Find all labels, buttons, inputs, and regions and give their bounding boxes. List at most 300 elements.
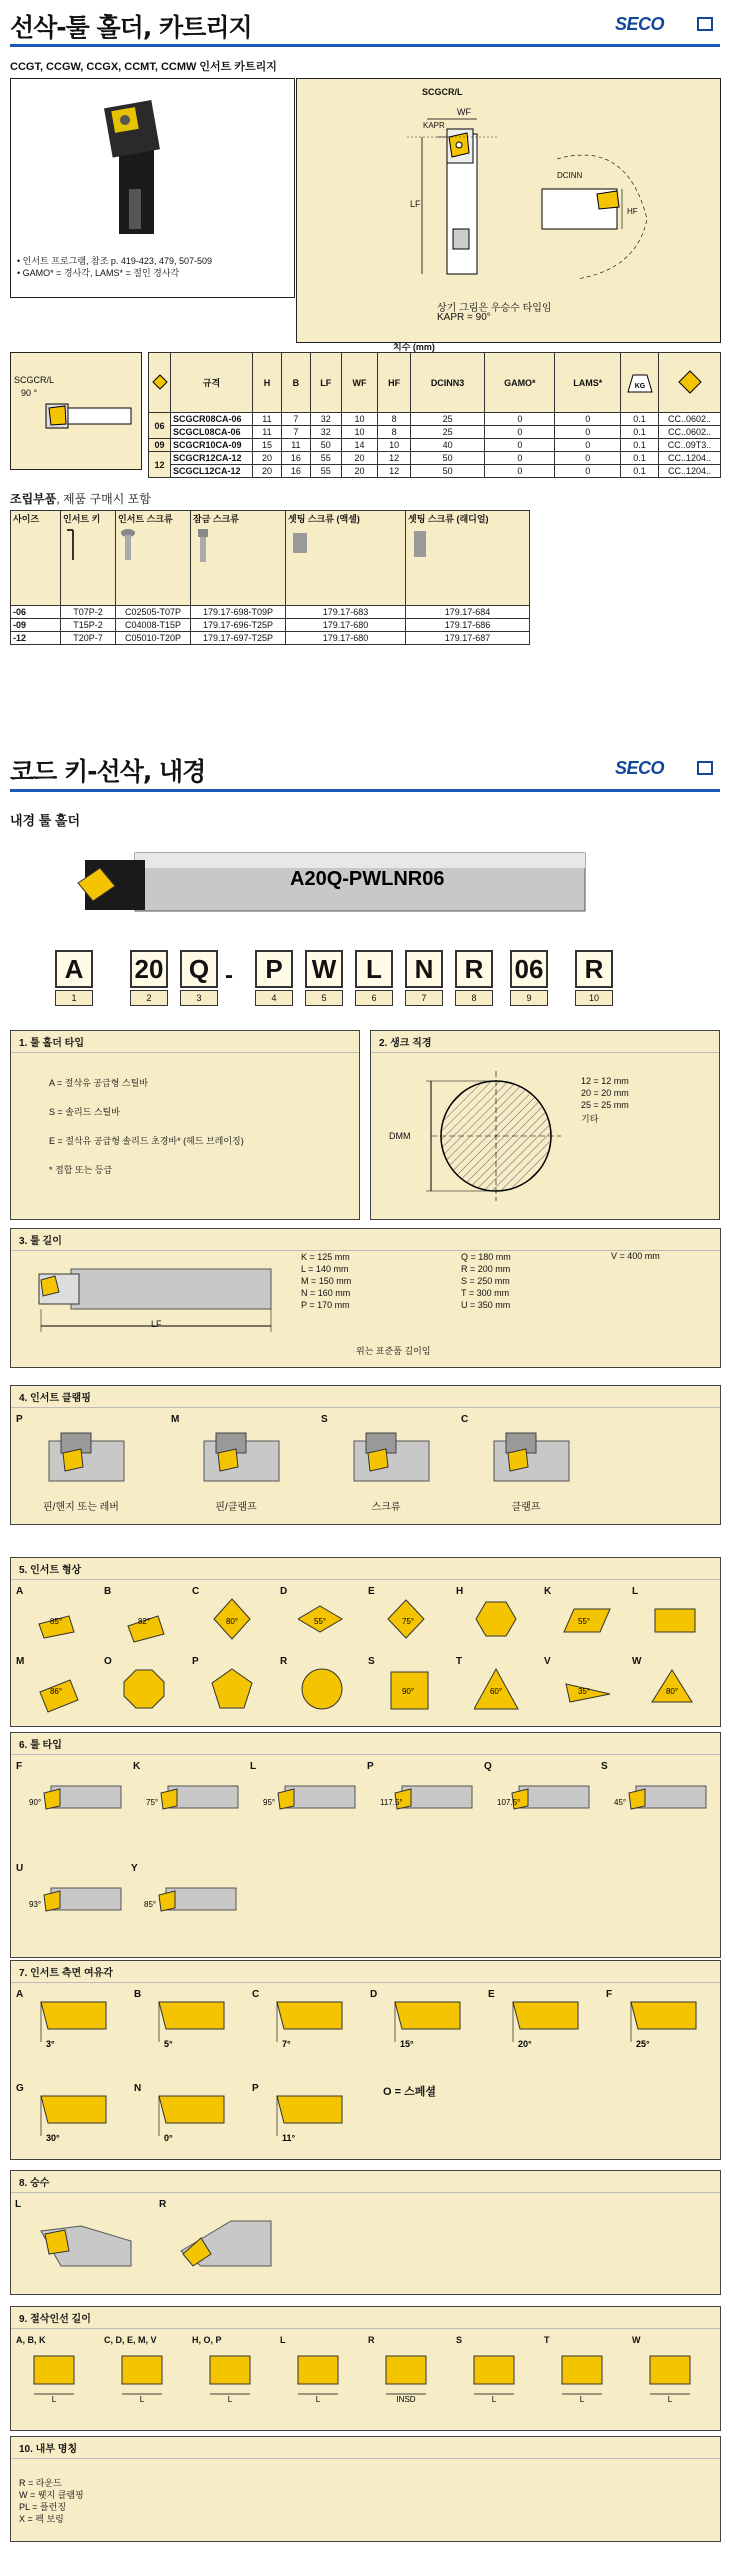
- spec-cell: 15: [253, 439, 282, 452]
- spec-row: [149, 426, 721, 439]
- code-box: N: [405, 950, 443, 988]
- length-item: L = 140 mm: [301, 1264, 349, 1274]
- setting-screw-axial-icon: [288, 525, 312, 565]
- col-code: 규격: [171, 353, 253, 413]
- left-hand-icon: [31, 2206, 141, 2276]
- spec-cell: 0: [485, 413, 555, 426]
- tool-type-icon: [26, 1771, 126, 1826]
- code-dash: -: [225, 962, 233, 989]
- edge-key: L: [280, 2335, 286, 2345]
- length-item: N = 160 mm: [301, 1288, 351, 1298]
- code-box-number: 8: [455, 990, 493, 1006]
- edge-length-icon: [26, 2352, 86, 2407]
- note-gamo: • GAMO* = 경사각, LAMS* = 절인 경사각: [17, 268, 180, 278]
- tool-type-key: Q: [484, 1761, 492, 1772]
- note-insert-program: • 인서트 프로그램, 참조 p. 419-423, 479, 507-509: [17, 256, 212, 266]
- col-h: H: [253, 353, 282, 413]
- cartridge-small-icon: [41, 398, 141, 448]
- edge-dim-label: L: [579, 2395, 585, 2404]
- spec-cell: 0: [555, 426, 621, 439]
- length-item: S = 250 mm: [461, 1276, 510, 1286]
- parts-col-key-label: 인서트 키: [63, 514, 101, 524]
- lf-dim-label: LF: [151, 1319, 162, 1329]
- parts-title: 조립부품: [10, 492, 57, 506]
- parts-cell: -09: [11, 619, 61, 632]
- clearance-angle: 30°: [46, 2133, 60, 2143]
- shape-angle: 82°: [137, 1617, 151, 1626]
- shape-key: C: [192, 1586, 200, 1597]
- clearance-icon: [626, 1997, 706, 2052]
- spec-cell: CC..1204..: [659, 465, 721, 478]
- s2-line-2: 20 = 20 mm: [581, 1088, 629, 1098]
- divider-2: [10, 789, 720, 792]
- code-box: L: [355, 950, 393, 988]
- edge-dim-label: L: [139, 2395, 145, 2404]
- spec-cell: 0: [555, 439, 621, 452]
- parts-cell: 179.17-680: [286, 632, 406, 645]
- spec-cell: 20: [341, 452, 378, 465]
- spec-cell: 32: [310, 426, 341, 439]
- spec-row: [149, 452, 721, 465]
- parts-cell: -06: [11, 606, 61, 619]
- length-item: R = 200 mm: [461, 1264, 511, 1274]
- s10-line-1: R = 라운드: [19, 2478, 62, 2488]
- spec-code: SCGCL08CA-06: [171, 426, 253, 439]
- tool-type-icon: [141, 1873, 241, 1928]
- parts-cell: -12: [11, 632, 61, 645]
- weight-icon: [627, 371, 653, 393]
- spec-cell: CC..0602..: [659, 426, 721, 439]
- tool-type-key: U: [16, 1863, 24, 1874]
- spec-code: SCGCR10CA-09: [171, 439, 253, 452]
- tool-angle: 85°: [144, 1900, 157, 1909]
- shape-key: S: [368, 1656, 375, 1667]
- parts-row: [11, 632, 530, 645]
- spec-cell: 12: [378, 465, 411, 478]
- internal-holder-title: 내경 툴 홀더: [10, 813, 81, 828]
- insert-shape-icon: [650, 1664, 705, 1714]
- clearance-angle: 25°: [636, 2039, 650, 2049]
- insert-diamond-icon: [678, 370, 702, 394]
- parts-cell: C02505-T07P: [116, 606, 191, 619]
- shape-angle: 80°: [665, 1687, 679, 1696]
- tool-type-key: P: [367, 1761, 374, 1772]
- parts-cell: 179.17-697-T25P: [191, 632, 286, 645]
- spec-table: [148, 352, 721, 478]
- tool-type-icon: [260, 1771, 360, 1826]
- shape-key: R: [280, 1656, 288, 1667]
- code-box-number: 4: [255, 990, 293, 1006]
- spec-cell: 10: [378, 439, 411, 452]
- spec-cell: 20: [253, 465, 282, 478]
- length-item: K = 125 mm: [301, 1252, 350, 1262]
- spec-cell: 8: [378, 413, 411, 426]
- parts-cell: T20P-7: [61, 632, 116, 645]
- tool-angle: 45°: [614, 1798, 627, 1807]
- col-hf: HF: [378, 353, 411, 413]
- tool-type-key: Y: [131, 1863, 138, 1874]
- s10-line-3: PL = 플런징: [19, 2502, 67, 2512]
- parts-col-insert-screw-label: 인서트 스크류: [118, 514, 173, 524]
- clearance-icon: [390, 1997, 470, 2052]
- clearance-icon: [154, 1997, 234, 2052]
- spec-cell: 14: [341, 439, 378, 452]
- clearance-key: B: [134, 1989, 142, 2000]
- screw-icon: [118, 525, 138, 565]
- dims-title: 치수 (mm): [393, 342, 435, 352]
- subtitle: CCGT, CCGW, CCGX, CCMT, CCMW 인서트 카트리지: [10, 61, 277, 73]
- hf-label: HF: [627, 207, 638, 216]
- insert-shape-icon: [210, 1594, 265, 1644]
- s2-title: 2. 생크 직경: [371, 1031, 719, 1053]
- length-col-1: [301, 1251, 351, 1311]
- shape-key: P: [192, 1656, 199, 1667]
- spec-cell: 16: [281, 452, 310, 465]
- spec-group: 06: [149, 413, 171, 439]
- shape-key: M: [16, 1656, 25, 1667]
- tool-type-key: L: [250, 1761, 257, 1772]
- parts-col-insert-screw: [116, 511, 191, 606]
- edge-dim-label: L: [227, 2395, 233, 2404]
- col-dcinn: DCINN3: [410, 353, 484, 413]
- s1-line-2: S = 솔리드 스틸바: [49, 1107, 120, 1117]
- clamp-key: M: [171, 1414, 180, 1425]
- shape-angle: 35°: [577, 1687, 591, 1696]
- clearance-key: A: [16, 1989, 24, 2000]
- clearance-angle: 5°: [164, 2039, 173, 2049]
- s8-title: 8. 승수: [11, 2171, 720, 2193]
- spec-cell: 0.1: [621, 452, 659, 465]
- product-photo-box: [10, 78, 295, 298]
- spec-cell: 0: [555, 452, 621, 465]
- right-hand-icon: [171, 2206, 281, 2276]
- clamp-caption: 스크류: [371, 1502, 401, 1513]
- s3-title: 3. 툴 길이: [11, 1229, 720, 1251]
- shape-key: E: [368, 1586, 375, 1597]
- insert-shape-icon: [210, 1664, 265, 1714]
- shape-key: O: [104, 1656, 112, 1667]
- col-weight: [621, 353, 659, 413]
- spec-cell: 8: [378, 426, 411, 439]
- code-box-number: 6: [355, 990, 393, 1006]
- code-box: P: [255, 950, 293, 988]
- spec-cell: 7: [281, 426, 310, 439]
- shape-angle: 75°: [401, 1617, 415, 1626]
- clearance-angle: 15°: [400, 2039, 414, 2049]
- section-holder-type: [10, 1030, 360, 1220]
- col-wf: WF: [341, 353, 378, 413]
- spec-row: [149, 413, 721, 426]
- s7-title: 7. 인서트 측면 여유각: [11, 1961, 720, 1983]
- spec-icon-cell: [149, 353, 171, 413]
- note-2: GAMO* = 경사각, LAMS* = 절인 경사각: [22, 268, 180, 278]
- insert-shape-icon: [122, 1594, 177, 1644]
- spec-cell: 25: [410, 413, 484, 426]
- clamp-caption: 클램프: [511, 1502, 541, 1513]
- edge-dim-label: L: [51, 2395, 57, 2404]
- tool-angle: 107.5°: [497, 1798, 521, 1807]
- parts-col-size: 사이즈: [11, 511, 61, 606]
- bar-code-label: A20Q-PWLNR06: [290, 868, 445, 890]
- s2-line-4: 기타: [581, 1114, 599, 1124]
- shape-angle: 55°: [577, 1617, 591, 1626]
- spec-cell: 40: [410, 439, 484, 452]
- section-tool-type: [10, 1732, 721, 1958]
- tool-type-icon: [377, 1771, 477, 1826]
- edge-dim-label: L: [491, 2395, 497, 2404]
- edge-length-icon: [202, 2352, 262, 2407]
- parts-col-lock-screw: [191, 511, 286, 606]
- clamp-caption: 핀/핸지 또는 레버: [43, 1502, 119, 1513]
- lf-label: LF: [410, 199, 421, 209]
- spec-cell: 55: [310, 465, 341, 478]
- spec-cell: 0.1: [621, 465, 659, 478]
- clamp-key: C: [461, 1414, 469, 1425]
- insert-shape-icon: [298, 1664, 353, 1714]
- parts-col-setting-radial-label: 셋팅 스크류 (래디얼): [408, 514, 489, 524]
- length-item: Q = 180 mm: [461, 1252, 511, 1262]
- tool-type-key: S: [601, 1761, 608, 1772]
- parts-col-lock-screw-label: 잠금 스크류: [193, 514, 239, 524]
- insert-shape-icon: [650, 1594, 705, 1644]
- kapr-label: KAPR: [423, 121, 445, 130]
- shape-angle: 86°: [49, 1687, 63, 1696]
- spec-cell: 32: [310, 413, 341, 426]
- code-box: A: [55, 950, 93, 988]
- spec-cell: 50: [410, 452, 484, 465]
- parts-subtitle: , 제품 구매시 포함: [56, 492, 151, 506]
- shape-key: B: [104, 1586, 112, 1597]
- clamp-type-icon: [196, 1431, 286, 1491]
- code-box: 06: [510, 950, 548, 988]
- clearance-key: F: [606, 1989, 613, 2000]
- kg-text: KG: [634, 382, 645, 390]
- wf-label: WF: [457, 107, 471, 117]
- clearance-icon: [36, 1997, 116, 2052]
- edge-length-icon: [554, 2352, 614, 2407]
- shank-circle-icon: [401, 1061, 561, 1211]
- dcinn-label: DCINN: [557, 171, 583, 180]
- spec-cell: 11: [253, 426, 282, 439]
- s10-line-4: X = 펙 보링: [19, 2514, 64, 2524]
- section-internal-name: [10, 2436, 721, 2542]
- clamp-caption: 핀/클램프: [215, 1502, 257, 1513]
- code-box-number: 3: [180, 990, 218, 1006]
- code-box-number: 1: [55, 990, 93, 1006]
- clearance-key: D: [370, 1989, 378, 2000]
- edge-key: T: [544, 2335, 550, 2345]
- spec-cell: 0: [485, 426, 555, 439]
- s9-title: 9. 절삭인선 길이: [11, 2307, 720, 2329]
- dmm-label: DMM: [389, 1131, 411, 1141]
- length-note: 위는 표준품 길이임: [356, 1346, 431, 1356]
- section-edge-length: [10, 2306, 721, 2431]
- spec-cell: CC..0602..: [659, 413, 721, 426]
- insert-shape-icon: [474, 1664, 529, 1714]
- col-insert: [659, 353, 721, 413]
- tool-type-icon: [143, 1771, 243, 1826]
- clearance-angle: 0°: [164, 2133, 173, 2143]
- clearance-icon: [508, 1997, 588, 2052]
- s2-line-1: 12 = 12 mm: [581, 1076, 629, 1086]
- spec-cell: 0: [485, 439, 555, 452]
- edge-key: A, B, K: [16, 2335, 46, 2345]
- clearance-icon: [272, 1997, 352, 2052]
- spec-side-panel: [10, 352, 142, 470]
- code-box-number: 10: [575, 990, 613, 1006]
- tool-angle: 117.5°: [380, 1798, 403, 1807]
- clearance-key: C: [252, 1989, 260, 2000]
- code-box-number: 7: [405, 990, 443, 1006]
- section-hand: [10, 2170, 721, 2295]
- spec-cell: 10: [341, 413, 378, 426]
- length-col-3: V = 400 mm: [611, 1251, 660, 1261]
- section-insert-shape: [10, 1557, 721, 1727]
- section-tool-length: [10, 1228, 721, 1368]
- shape-key: L: [632, 1586, 639, 1597]
- spec-group: 12: [149, 452, 171, 478]
- section-clamping: [10, 1385, 721, 1525]
- spec-cell: 20: [253, 452, 282, 465]
- spec-row: [149, 465, 721, 478]
- spec-cell: 25: [410, 426, 484, 439]
- spec-cell: 11: [281, 439, 310, 452]
- special-label: O = 스페셜: [383, 2086, 436, 2098]
- setting-screw-radial-icon: [408, 525, 432, 565]
- parts-cell: T15P-2: [61, 619, 116, 632]
- edge-length-icon: [114, 2352, 174, 2407]
- spec-side-angle: 90 °: [21, 388, 38, 398]
- s10-line-2: W = 웻지 클램핑: [19, 2490, 84, 2500]
- tool-type-icon: [26, 1873, 126, 1928]
- insert-shape-icon: [298, 1594, 353, 1644]
- brand-logo-2: SECO: [615, 758, 665, 778]
- insert-shape-icon: [34, 1594, 89, 1644]
- parts-cell: 179.17-687: [406, 632, 530, 645]
- spec-cell: 0: [555, 413, 621, 426]
- kapr-caption: KAPR = 90°: [437, 312, 491, 323]
- divider: [10, 44, 720, 47]
- s6-title: 6. 툴 타입: [11, 1733, 720, 1755]
- parts-heading: [10, 490, 151, 507]
- spec-code: SCGCR12CA-12: [171, 452, 253, 465]
- parts-table: [10, 510, 530, 645]
- dimension-diagram-panel: [296, 78, 721, 343]
- shape-key: D: [280, 1586, 288, 1597]
- spec-cell: 0.1: [621, 426, 659, 439]
- spec-side-label: SCGCR/L: [14, 375, 55, 385]
- clearance-angle: 11°: [282, 2133, 296, 2143]
- s1-title: 1. 툴 홀더 타입: [11, 1031, 359, 1053]
- shape-key: W: [632, 1656, 642, 1667]
- spec-cell: 50: [310, 439, 341, 452]
- edge-length-icon: [378, 2352, 438, 2407]
- insert-shape-icon: [152, 374, 168, 390]
- shape-key: T: [456, 1656, 463, 1667]
- tool-type-key: F: [16, 1761, 23, 1772]
- internal-name-list: [19, 2477, 84, 2525]
- code-box-number: 2: [130, 990, 168, 1006]
- length-item: P = 170 mm: [301, 1300, 350, 1310]
- insert-shape-icon: [386, 1594, 441, 1644]
- shape-key: A: [16, 1586, 24, 1597]
- clamp-key: S: [321, 1414, 328, 1425]
- spec-cell: 10: [341, 426, 378, 439]
- clearance-key: N: [134, 2083, 142, 2094]
- diagram-label: SCGCR/L: [422, 87, 463, 97]
- clearance-angle: 7°: [282, 2039, 291, 2049]
- insert-shape-icon: [386, 1664, 441, 1714]
- spec-cell: 11: [253, 413, 282, 426]
- spec-cell: CC..09T3..: [659, 439, 721, 452]
- s1-line-3: E = 절삭유 공급형 솔리드 초경바* (헤드 브레이징): [49, 1136, 244, 1146]
- shape-key: K: [544, 1586, 552, 1597]
- tool-angle: 75°: [146, 1798, 159, 1807]
- spec-table-wrap: [148, 342, 721, 478]
- length-item: M = 150 mm: [301, 1276, 352, 1286]
- col-lams: LAMS*: [555, 353, 621, 413]
- clearance-angle: 20°: [518, 2039, 532, 2049]
- parts-col-setting-radial: [406, 511, 530, 606]
- lock-screw-icon: [193, 525, 213, 565]
- insert-shape-icon: [34, 1664, 89, 1714]
- shape-angle: 85°: [49, 1617, 63, 1626]
- col-gamo: GAMO*: [485, 353, 555, 413]
- parts-cell: T07P-2: [61, 606, 116, 619]
- insert-shape-icon: [562, 1594, 617, 1644]
- clearance-icon: [36, 2091, 116, 2146]
- parts-row: [11, 606, 530, 619]
- code-box-number: 9: [510, 990, 548, 1006]
- section-title: 코드 키-선삭, 내경: [10, 757, 206, 786]
- clearance-key: P: [252, 2083, 259, 2094]
- parts-cell: C04008-T15P: [116, 619, 191, 632]
- parts-cell: 179.17-686: [406, 619, 530, 632]
- s2-line-3: 25 = 25 mm: [581, 1100, 629, 1110]
- spec-cell: 12: [378, 452, 411, 465]
- shape-angle: 90°: [401, 1687, 415, 1696]
- s5-title: 5. 인서트 형상: [11, 1558, 720, 1580]
- spec-cell: 0.1: [621, 439, 659, 452]
- spec-cell: 0: [555, 465, 621, 478]
- insert-shape-icon: [562, 1664, 617, 1714]
- code-box: R: [575, 950, 613, 988]
- clearance-icon: [154, 2091, 234, 2146]
- shape-key: H: [456, 1586, 464, 1597]
- tool-type-key: K: [133, 1761, 141, 1772]
- s1-line-4: * 접합 또는 등급: [49, 1165, 113, 1175]
- insert-shape-icon: [474, 1594, 529, 1644]
- shape-key: V: [544, 1656, 551, 1667]
- edge-key: C, D, E, M, V: [104, 2335, 157, 2345]
- clamp-type-icon: [346, 1431, 436, 1491]
- section-shank-diameter: [370, 1030, 720, 1220]
- spec-cell: 50: [410, 465, 484, 478]
- edge-length-icon: [290, 2352, 350, 2407]
- parts-cell: 179.17-696-T25P: [191, 619, 286, 632]
- parts-cell: C05010-T20P: [116, 632, 191, 645]
- col-b: B: [281, 353, 310, 413]
- code-box-number: 5: [305, 990, 343, 1006]
- parts-col-key: [61, 511, 116, 606]
- spec-cell: CC..1204..: [659, 452, 721, 465]
- spec-cell: 0.1: [621, 413, 659, 426]
- clamp-type-icon: [41, 1431, 131, 1491]
- parts-cell: 179.17-680: [286, 619, 406, 632]
- s4-title: 4. 인서트 클램핑: [11, 1386, 720, 1408]
- edge-key: S: [456, 2335, 463, 2345]
- shape-angle: 55°: [313, 1617, 327, 1626]
